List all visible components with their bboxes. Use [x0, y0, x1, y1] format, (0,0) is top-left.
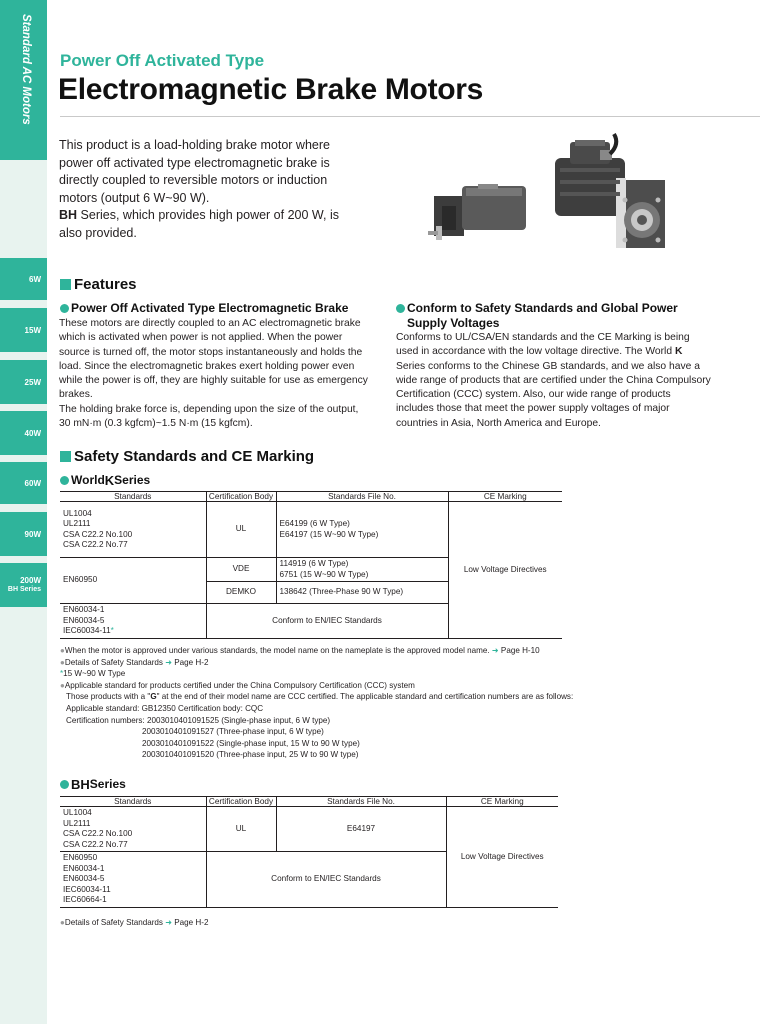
- world-k-title-b: Series: [114, 473, 151, 487]
- file-no-item: 114919 (6 W Type): [279, 559, 349, 568]
- sidebar-header: [0, 0, 47, 160]
- cert-body-cell: UL: [206, 502, 276, 558]
- note-text: " at the end of their model name are CCC certified. The applicable standard and certification numbers are as follows:: [156, 692, 574, 702]
- bh-title-rest: Series: [89, 777, 126, 791]
- standards-cell: [60, 807, 206, 852]
- feature-left-title-text: Power Off Activated Type Electromagnetic Brake: [71, 301, 349, 315]
- sidebar-tab-label: 60W: [24, 478, 41, 488]
- page-title: Electromagnetic Brake Motors: [58, 73, 484, 106]
- cert-body-cell: DEMKO: [206, 582, 276, 604]
- dot-icon: ●: [60, 918, 65, 927]
- standard-item: UL1004: [63, 508, 92, 518]
- sidebar-tab-25w[interactable]: [0, 360, 47, 404]
- cert-body-cell: UL: [206, 807, 276, 852]
- world-k-series-title: [60, 473, 150, 488]
- standards-cell: [60, 852, 206, 908]
- feature-left-body: [59, 317, 369, 431]
- file-no-cell: E64197: [276, 807, 446, 852]
- intro-bh-label: BH: [59, 208, 78, 222]
- bh-series-title: [60, 777, 126, 792]
- sidebar-tab-200w[interactable]: [0, 563, 47, 607]
- sidebar-tab-label: 40W: [24, 428, 41, 438]
- feature-right-title-text: Conform to Safety Standards and Global Power Supply Voltages: [407, 301, 678, 330]
- feature-right-k: K: [674, 346, 683, 358]
- standard-item: EN60034-5: [63, 874, 105, 884]
- sidebar-tab-label: 90W: [24, 529, 41, 539]
- col-header-certification-body: Certification Body: [206, 797, 276, 807]
- sidebar-tab-label: 6W: [29, 274, 41, 284]
- dot-icon: [396, 304, 405, 313]
- dot-icon: [60, 476, 69, 485]
- dot-icon: [60, 780, 69, 789]
- standard-item: CSA C22.2 No.77: [63, 839, 128, 849]
- sidebar-vertical-title: Standard AC Motors: [20, 14, 32, 125]
- note-text: Those products with a ": [66, 692, 151, 702]
- col-header-ce-marking: CE Marking: [448, 492, 562, 502]
- col-header-standards: Standards: [60, 492, 206, 502]
- standard-item-text: IEC60034-11: [63, 626, 111, 635]
- note-line: [60, 645, 620, 657]
- safety-heading: [60, 448, 314, 465]
- sidebar-tab-label: 200W: [20, 576, 41, 585]
- safety-heading-text: Safety Standards and CE Marking: [74, 448, 315, 465]
- intro-text: This product is a load-holding brake motor where power off activated type electromagnetic brake is directly coupled to reversible motors or induction motors (output 6 W~90 W).: [59, 138, 330, 205]
- conform-cell: Conform to EN/IEC Standards: [206, 852, 446, 908]
- sidebar-tab-label: 25W: [24, 377, 41, 387]
- conform-cell: Conform to EN/IEC Standards: [206, 604, 448, 639]
- col-header-file-no: Standards File No.: [276, 797, 446, 807]
- col-header-file-no: Standards File No.: [276, 492, 448, 502]
- standard-item: IEC60034-11: [63, 884, 111, 894]
- standards-cell: EN60950: [60, 558, 206, 604]
- intro-paragraph: [59, 137, 359, 242]
- page-link[interactable]: Page H-2: [174, 657, 209, 667]
- note-text-bold: G: [150, 692, 157, 702]
- arrow-right-icon: ➜: [165, 918, 173, 927]
- sidebar-tab-90w[interactable]: [0, 512, 47, 556]
- sidebar-tab-60w[interactable]: [0, 462, 47, 504]
- note-text: Details of Safety Standards: [64, 657, 163, 667]
- file-no-item: E64199 (6 W Type): [279, 519, 350, 528]
- bh-standards-table: [60, 796, 558, 908]
- standard-item: EN60034-1: [63, 605, 105, 614]
- feature-left-text: These motors are directly coupled to an AC electromagnetic brake which is activated when power is not applied. When the power source is turned off, the motor stops instantaneously and holds the load. Since the electromagnetic brakes exert holding power even while the power is off, they are highly suitable for use as emergency brakes.: [59, 318, 368, 401]
- footnote-mark: *: [110, 626, 114, 635]
- standard-item: CSA C22.2 No.100: [63, 829, 133, 838]
- standards-cell: [60, 502, 206, 558]
- footnote-mark: *: [60, 669, 64, 679]
- feature-right-text-a: Conforms to UL/CSA/EN standards and the CE Marking is being used in accordance with the low voltage directive. The World: [396, 332, 690, 358]
- sidebar-tab-label: 15W: [24, 325, 41, 335]
- standard-item: IEC60664-1: [63, 895, 107, 905]
- note-line: [60, 917, 460, 929]
- standard-item: UL2111: [63, 818, 91, 828]
- bh-title-bold: BH: [71, 777, 90, 792]
- note-text: When the motor is approved under various standards, the model name on the nameplate is the approved model name.: [64, 646, 490, 655]
- intro-bh-text: Series, which provides high power of 200 W, is also provided.: [59, 208, 339, 240]
- world-k-title-k: K: [104, 473, 115, 488]
- dot-icon: ●: [60, 680, 65, 690]
- dot-icon: ●: [60, 657, 65, 667]
- col-header-ce-marking: CE Marking: [446, 797, 558, 807]
- note-line: Applicable standard: GB12350 Certification body: CQC: [66, 703, 264, 713]
- feature-right-title: [396, 301, 716, 331]
- standard-item: EN60950: [63, 853, 98, 863]
- feature-right-text-b: Series conforms to the Chinese GB standards, and we also have a wide range of products that are certified under the China Compulsory Certification (CCC) system. Also, our wide range of products includes those that meet the power supply voltages of major countries in Asia, North America and Europe.: [396, 360, 711, 429]
- features-heading-text: Features: [74, 276, 137, 293]
- bh-notes: [60, 917, 460, 929]
- note-line: 2003010401091527 (Three-phase input, 6 W type): [142, 727, 324, 737]
- file-no-item: E64197 (15 W~90 W Type): [279, 529, 379, 539]
- table-row: [60, 502, 562, 558]
- dot-icon: ●: [60, 646, 65, 655]
- title-divider: [60, 116, 760, 117]
- feature-left-text-2: The holding brake force is, depending upon the size of the output, 30 mN·m (0.3 kgfcm)~1.5 N·m (15 kgfcm).: [59, 403, 359, 430]
- standard-item: UL1004: [63, 808, 92, 817]
- note-text: Details of Safety Standards: [64, 918, 163, 927]
- standards-cell: [60, 604, 206, 639]
- standard-item: EN60034-5: [63, 615, 105, 625]
- sidebar-tab-15w[interactable]: [0, 308, 47, 352]
- arrow-right-icon: ➜: [491, 646, 499, 655]
- table-row: [60, 807, 558, 852]
- sidebar-tab-6w[interactable]: [0, 258, 47, 300]
- file-no-item: 6751 (15 W~90 W Type): [279, 569, 369, 579]
- note-text: 15 W~90 W Type: [63, 669, 126, 679]
- note-text: Applicable standard for products certified under the China Compulsory Certification (CCC) system: [64, 680, 415, 690]
- world-k-standards-table: [60, 491, 562, 639]
- dot-icon: [60, 304, 69, 313]
- note-line: 2003010401091522 (Single-phase input, 15 W to 90 W type): [142, 738, 360, 748]
- square-icon: [60, 451, 71, 462]
- page-link[interactable]: Page H-10: [500, 646, 540, 655]
- col-header-standards: Standards: [60, 797, 206, 807]
- standard-item: CSA C22.2 No.100: [63, 529, 133, 539]
- sidebar: [0, 0, 47, 1024]
- ce-marking-cell: Low Voltage Directives: [446, 807, 558, 908]
- sidebar-tab-40w[interactable]: [0, 411, 47, 455]
- file-no-cell: [276, 502, 448, 558]
- note-line: [60, 668, 620, 680]
- large-motor-illustration: [555, 134, 665, 248]
- file-no-cell: 138642 (Three-Phase 90 W Type): [276, 582, 448, 604]
- standard-item: EN60034-1: [63, 863, 105, 873]
- square-icon: [60, 279, 71, 290]
- motor-product-image: [420, 128, 710, 258]
- feature-left-title: [60, 301, 380, 316]
- features-heading: [60, 276, 137, 293]
- standard-item: [63, 626, 203, 637]
- standard-item: UL2111: [63, 519, 91, 528]
- note-line: [60, 657, 620, 669]
- world-k-title-a: World: [71, 473, 105, 487]
- small-motor-illustration: [428, 184, 526, 240]
- ce-marking-cell: Low Voltage Directives: [448, 502, 562, 639]
- page-subtitle: Power Off Activated Type: [60, 51, 265, 70]
- feature-right-body: [396, 331, 711, 431]
- table-header-row: [60, 797, 558, 807]
- note-line: [60, 691, 620, 703]
- table-header-row: [60, 492, 562, 502]
- cert-body-cell: VDE: [206, 558, 276, 582]
- world-k-notes: [60, 645, 620, 761]
- note-line: Certification numbers: 2003010401091525 (Single-phase input, 6 W type): [66, 715, 331, 725]
- arrow-right-icon: ➜: [165, 657, 173, 667]
- file-no-cell: [276, 558, 448, 582]
- col-header-certification-body: Certification Body: [206, 492, 276, 502]
- note-line: 2003010401091520 (Three-phase input, 25 W to 90 W type): [142, 750, 359, 760]
- note-line: [60, 680, 620, 692]
- standard-item: CSA C22.2 No.77: [63, 540, 128, 549]
- sidebar-tab-sublabel: BH Series: [7, 586, 41, 593]
- page-link[interactable]: Page H-2: [174, 918, 209, 927]
